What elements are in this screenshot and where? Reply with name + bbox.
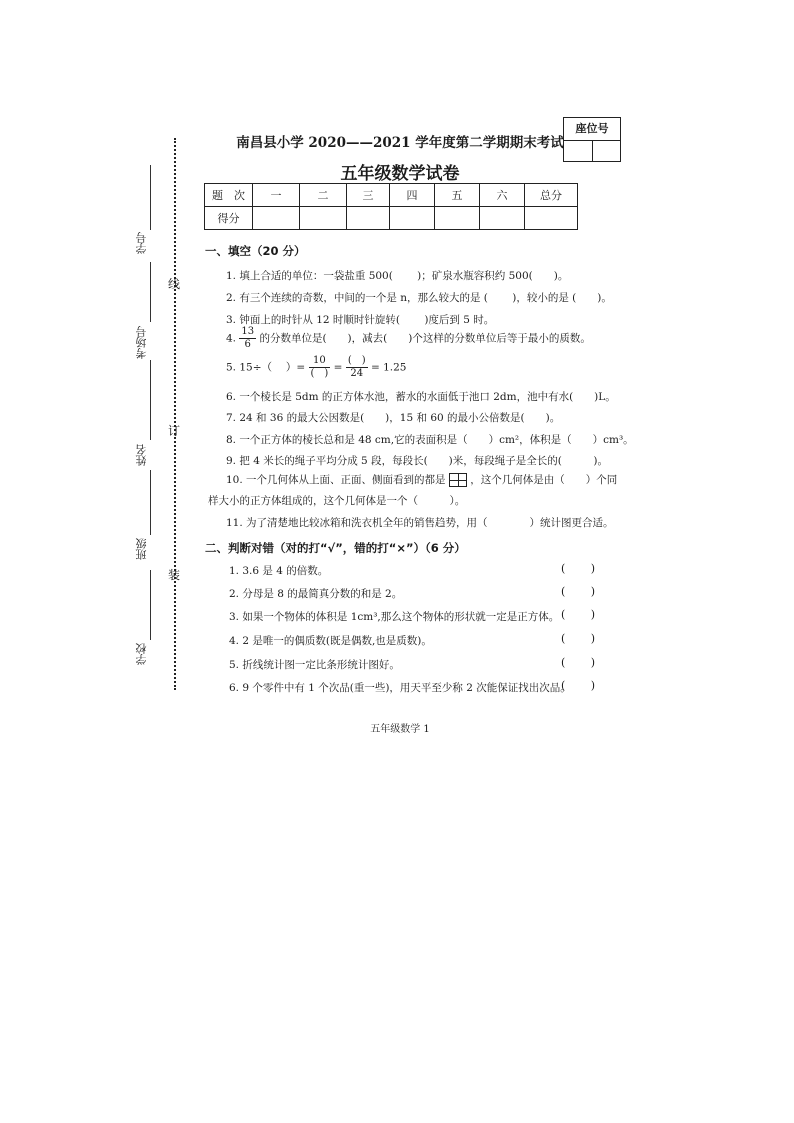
question-1-4 — [226, 326, 591, 351]
answer-bracket[interactable]: ( ) — [561, 608, 596, 621]
answer-bracket[interactable]: ( ) — [561, 656, 596, 669]
fraction-numerator: 10 — [309, 355, 331, 368]
exam-title: 南昌县小学 2020——2021 学年度第二学期期末考试 — [236, 135, 564, 151]
question-1-10 — [226, 472, 617, 487]
question-1-6: 6. 一个棱长是 5dm 的正方体水池，蓄水的水面低于池口 2dm，池中有水( )L。 — [226, 391, 616, 403]
question-1-5-end: = 1.25 — [370, 361, 407, 374]
equals-sign: = — [333, 361, 343, 374]
class-line[interactable] — [150, 470, 151, 535]
score-header-cell: 五 — [435, 184, 480, 207]
score-cell[interactable] — [347, 207, 390, 230]
score-cell[interactable] — [253, 207, 300, 230]
question-1-4-text: 的分数单位是( )，减去( )个这样的分数单位后等于最小的质数。 — [259, 332, 591, 345]
question-1-10-continued: 样大小的正方体组成的，这个几何体是一个（ ）。 — [208, 495, 466, 507]
school-line[interactable] — [150, 570, 151, 640]
square-grid-icon — [449, 473, 467, 487]
fraction-denominator: 6 — [244, 339, 251, 350]
answer-bracket[interactable]: ( ) — [561, 632, 596, 645]
fraction-denominator: 24 — [350, 368, 364, 379]
score-cell[interactable] — [435, 207, 480, 230]
score-header-cell: 四 — [390, 184, 435, 207]
answer-bracket[interactable]: ( ) — [561, 679, 596, 692]
section2-heading: 二、判断对错（对的打“√”，错的打“×”）（6 分） — [205, 541, 466, 555]
exam-room-label: 考场号 — [135, 326, 148, 359]
judgement-item-3: 3. 如果一个物体的体积是 1cm³,那么这个物体的形状就一定是正方体。 — [229, 611, 560, 623]
question-1-3: 3. 钟面上的时针从 12 时顺时针旋转( )度后到 5 时。 — [226, 314, 495, 326]
score-cell[interactable] — [480, 207, 525, 230]
fraction-denominator: ( ) — [310, 368, 329, 379]
school-label: 学校 — [135, 643, 148, 665]
question-1-7: 7. 24 和 36 的最大公因数是( )，15 和 60 的最小公倍数是( )。 — [226, 412, 561, 424]
score-table-score-row — [205, 207, 578, 230]
score-header-cell: 三 — [347, 184, 390, 207]
score-header-cell: 题 次 — [205, 184, 253, 207]
judgement-item-2: 2. 分母是 8 的最简真分数的和是 2。 — [229, 588, 403, 600]
fraction-numerator: ( ) — [347, 355, 366, 366]
fraction-numerator: 13 — [241, 326, 255, 337]
exam-room-line[interactable] — [150, 262, 151, 322]
score-cell[interactable] — [525, 207, 578, 230]
name-line[interactable] — [150, 360, 151, 440]
binding-char-zhuang: 装 — [167, 568, 180, 582]
question-1-5 — [226, 355, 406, 380]
binding-dotted-line — [174, 138, 176, 690]
seat-number-label: 座位号 — [564, 118, 620, 141]
name-label: 姓名 — [135, 444, 148, 466]
score-header-cell: 二 — [300, 184, 347, 207]
fraction — [239, 326, 256, 351]
exam-subtitle: 五年级数学试卷 — [340, 164, 460, 184]
question-1-2: 2. 有三个连续的奇数，中间的一个是 n，那么较大的是 ( )，较小的是 ( )。 — [226, 292, 612, 304]
binding-char-ding: 订 — [167, 424, 180, 438]
score-header-cell: 总分 — [525, 184, 578, 207]
section1-heading: 一、填空（20 分） — [205, 244, 306, 258]
page-footer: 五年级数学 1 — [370, 724, 430, 735]
answer-bracket[interactable]: ( ) — [561, 562, 596, 575]
score-header-cell: 一 — [253, 184, 300, 207]
question-1-11: 11. 为了清楚地比较冰箱和洗衣机全年的销售趋势，用（ ）统计图更合适。 — [226, 517, 614, 529]
fraction — [309, 355, 331, 380]
question-1-10-text-a: 10. 一个几何体从上面、正面、侧面看到的都是 — [226, 474, 446, 486]
judgement-item-4: 4. 2 是唯一的偶质数(既是偶数,也是质数)。 — [229, 635, 432, 647]
score-cell[interactable] — [300, 207, 347, 230]
judgement-item-6: 6. 9 个零件中有 1 个次品(重一些)，用天平至少称 2 次能保证找出次品。 — [229, 682, 571, 694]
score-table-header-row — [205, 184, 578, 207]
class-label: 班级 — [135, 538, 148, 560]
question-1-8: 8. 一个正方体的棱长总和是 48 cm,它的表面积是（ ）cm²，体积是（ ）cm³。 — [226, 434, 634, 446]
answer-bracket[interactable]: ( ) — [561, 585, 596, 598]
question-1-10-text-b: ，这个几何体是由（ ）个同 — [470, 474, 618, 486]
question-1-9: 9. 把 4 米长的绳子平均分成 5 段，每段长( )米，每段绳子是全长的( )。 — [226, 455, 608, 467]
question-1-1: 1. 填上合适的单位：一袋盐重 500( )；矿泉水瓶容积约 500( )。 — [226, 270, 569, 282]
question-1-5-start: 5. 15÷（ ）= — [226, 361, 306, 374]
fraction — [346, 355, 368, 380]
score-cell[interactable] — [390, 207, 435, 230]
score-table — [204, 183, 578, 230]
score-row-label: 得分 — [205, 207, 253, 230]
student-id-label: 学号 — [135, 232, 148, 254]
question-1-4-number: 4. — [226, 332, 237, 345]
score-header-cell: 六 — [480, 184, 525, 207]
binding-char-xian: 线 — [167, 277, 180, 291]
judgement-item-5: 5. 折线统计图一定比条形统计图好。 — [229, 659, 400, 671]
student-id-line[interactable] — [150, 165, 151, 230]
judgement-item-1: 1. 3.6 是 4 的倍数。 — [229, 565, 329, 577]
